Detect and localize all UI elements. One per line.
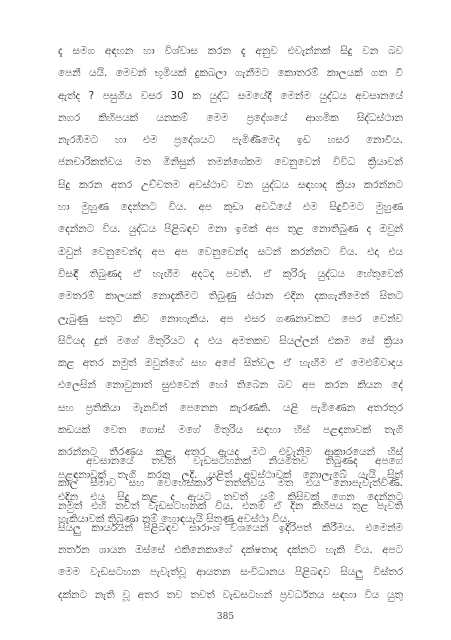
text-line: එලෙසින් නොවුනාත් සුළුවෙන් හෝ තිබෙන බව අප කරන කියන දේ — [58, 379, 403, 392]
text-line: ලැබුණු සතුට කිව නොහැකිය. අප එසර ගණනාවකට පෙර වෙන්ව — [58, 312, 403, 325]
text-line: කළ අතර නමුත් ඔවුන්ගේ සහ අපේ සිත්වල ඒ හැඟීම ඒ මෙළුම්වාදය — [58, 357, 403, 370]
text-line: එදින එය සිදු කළ ද ඇයට තවත් යම් කිසිවක් ගෙන දෙන්නට — [58, 490, 403, 503]
text-line: මෙතරම් කාලයක් නොදැකීමට තිබුණු ස්ථාන එදින දකගැනීමෙන් සිතට — [58, 290, 403, 303]
text-line: විසඳී තිබුණද ඒ හැඟීම අදටද පවතී. ඒ කුරිරු යුද්ධය හේතුවෙන් — [58, 267, 403, 280]
text-line: දැ සමග අඳහන හා විශ්වාස කරන දැ අනුව එවැන්නක් සිදු වන බව — [58, 45, 403, 57]
text-line: හා මුහුණ දෙන්නට විය. අප කුඩා අවධියේ එම සිදුවීමට මුහුණ — [58, 201, 403, 214]
text-line: අවසානයේ තවත් වැඩසටහනක් නියමිතව තිබුණද අපගේ — [86, 455, 403, 467]
text-line: පෙනී යයි. මෙවන් භූමියක් දුකබලා ගැනීමට කොතරම් කාලයක් ගත වී — [58, 67, 403, 80]
text-line: නමුත් එහි තවත් වැඩසටහනක් විය. එනම් ඒ දින කිහිපය තුළ පැවති — [58, 499, 403, 512]
text-line: ජනචාරිකත්වය මත මිනිසුන් තමන්ගේකම වෙනුවෙන් විවිධ ක්‍රියාවන් — [58, 156, 403, 169]
text-line: මෙම වැඩසටහන පැවැත්වූ ආයතන සංවිධානය පිළිබඳව සියලු විස්තර — [58, 566, 403, 579]
text-line: පළඳනාවක් තැගි කරන ලදි. යළිත් අවස්ථාවක් නොලැබේ යැයි සිත් — [58, 468, 403, 481]
text-line: කඩයක් වෙත ගොස් මගේ මිතුරිය සඳහා හිස් පළඳනාවක් තැගි — [58, 424, 403, 437]
paragraph-2 — [58, 450, 403, 606]
text-line: කාල සීමාව සහ වෙහෙසකාරී තත්ත්වය මත එය නොපැවැත්විණි. — [58, 477, 403, 490]
text-line: සියලු කාර්යයන් පිළිබඳව සාරාංශ වශයෙන් ඉදිරිපත් කිරීමය. එමෙන්ම — [58, 521, 403, 534]
text-line: සිදු කරන අතර උච්චතම අවස්ථාව වන යුද්ධය සඳහාද ක්‍රියා කරන්නට — [58, 178, 403, 191]
text-line: දෙන්නට විය. යුද්ධය පිළිබඳව මනා ඉමක් අප තුළ නොතිබුණ ද ඔවුන් — [58, 223, 403, 236]
text-line: නැරඹීමට හා එම ප්‍රදේශයට පැමිණීමෙද ඉඩ හසර නොවීය. — [58, 134, 403, 147]
text-line: හැකියාවක් තිබුණා නම් හොඳයැයි සිතුණු අවස්ථා විය. — [58, 513, 291, 526]
text-line: සිටියද දුන් මගේ මිතුරියට ද එය අමතකව සියල්ලන් එකම සේ ක්‍රියා — [58, 334, 403, 347]
text-line: කරන්නට තීරණය කළ අතර ඇයද මට එවැනිම ආකාරයෙන් හිස් — [58, 446, 403, 459]
text-line: සහ ප්‍රතිකියා මැනවින් පෙනෙන කැරණකි. යළි පැමිණෙන අතරතුර — [58, 401, 403, 414]
text-line: ඔවුන් වෙනුවෙන්ද අප අප වෙනුවෙන්ද සටන් කරන්නට විය. එදා එය — [58, 245, 403, 258]
text-line: දක්නට නැති වූ අතර තව තවත් වැඩසටහන් ප්‍රවර්ධනය සඳහා විය යුතු — [58, 588, 403, 601]
page-number: 385 — [216, 612, 235, 622]
text-line: ඇත්ද ? පසුගිය වසර 30 ක යුද්ධ සමයේදී මෙන්ම යුද්ධය අවසානයේ — [58, 89, 403, 102]
text-line: නර්තන ශායන ඔස්සේ එකිනෙකාගේ දක්ෂතාද දක්නට හැකි විය. අපට — [58, 544, 403, 557]
text-line: නගර කිහිපයක් යනකම් මෙම ප්‍රදේශයේ ආගමික සිද්ධස්ථාන — [58, 111, 403, 124]
